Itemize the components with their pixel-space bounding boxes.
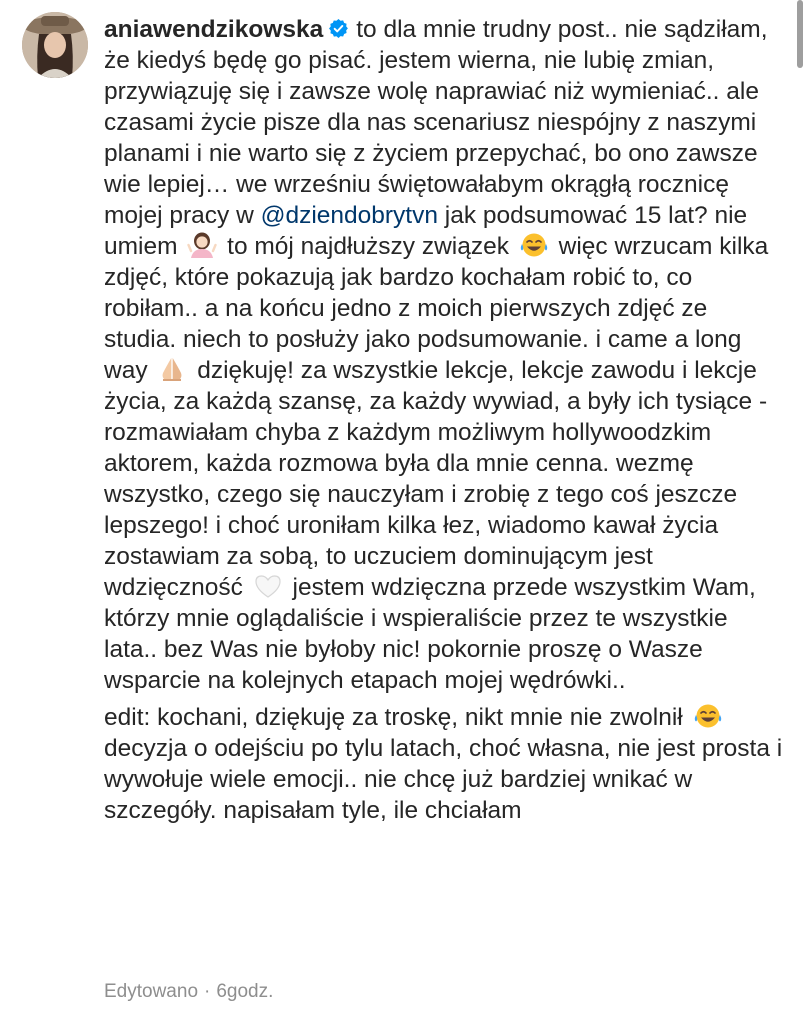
mention-link[interactable]: @dziendobrytvn	[260, 202, 438, 229]
caption-text: to mój najdłuższy związek	[220, 233, 516, 260]
post-caption	[104, 14, 784, 826]
tears-of-joy-emoji-icon	[693, 702, 723, 730]
caption-text: to dla mnie trudny post.. nie sądziłam, że kiedyś będę go pisać. jestem wierna, nie lubię zmian, przywiązuję się i zawsze wolę naprawiać niż wymieniać.. ale czasami życie pisze dla nas scenariusz niespójny z naszymi planami i nie warto się z życiem przepychać, bo ono zawsze wie lepiej… we wrześniu świętowałabym okrągłą rocznicę mojej pracy w	[104, 16, 768, 229]
caption-text: więc wrzucam kilka zdjęć, które pokazują jak bardzo kochałam robić to, co robiłam.. a na końcu jedno z moich pierwszych zdjęć ze studia. niech to posłuży jako podsumowanie. i came a long way	[104, 233, 769, 384]
caption-text: jak podsumować 15 lat? nie umiem	[104, 202, 748, 260]
person-shrugging-emoji-icon	[187, 231, 217, 259]
caption-text: dziękuję! za wszystkie lekcje, lekcje zawodu i lekcje życia, za każdą szansę, za każdy wywiad, a były ich tysiące - rozmawiałam chyba z każdym możliwym hollywoodzkim aktorem, każda rozmowa była dla mnie cenna. wezmę wszystko, czego się nauczyłam i zrobię z tego coś jeszcze lepszego! i choć uroniłam kilka łez, wiadomo kawał życia zostawiam za sobą, to uczuciem dominującym jest wdzięczność	[104, 357, 768, 601]
timestamp-link[interactable]: 6godz.	[216, 981, 274, 1002]
white-heart-emoji-icon	[253, 572, 283, 600]
username-link[interactable]: aniawendzikowska	[104, 16, 324, 43]
tears-of-joy-emoji-icon	[519, 231, 549, 259]
caption-edit-text: decyzja o odejściu po tylu latach, choć własna, nie jest prosta i wywołuje wiele emocji.. nie chcę już bardziej wnikać w szczegóły. napisałam tyle, ile chciałam	[104, 735, 783, 824]
scrollbar[interactable]	[797, 0, 803, 68]
folded-hands-emoji-icon	[157, 355, 187, 383]
meta-separator: ·	[204, 981, 211, 1002]
edited-label: Edytowano	[104, 981, 199, 1002]
caption-paragraph	[104, 14, 784, 696]
avatar[interactable]	[22, 12, 88, 78]
caption-edit-text: edit: kochani, dziękuję za troskę, nikt mnie nie zwolnił	[104, 704, 690, 731]
caption-edit-paragraph	[104, 702, 784, 826]
caption-text: jestem wdzięczna przede wszystkim Wam, którzy mnie oglądaliście i wspieraliście przez te wszystkie lata.. bez Was nie byłoby nic! pokornie proszę o Wasze wsparcie na kolejnych etapach mojej wędrówki..	[104, 574, 756, 694]
post-meta	[104, 981, 273, 1003]
verified-badge-icon	[328, 18, 349, 39]
